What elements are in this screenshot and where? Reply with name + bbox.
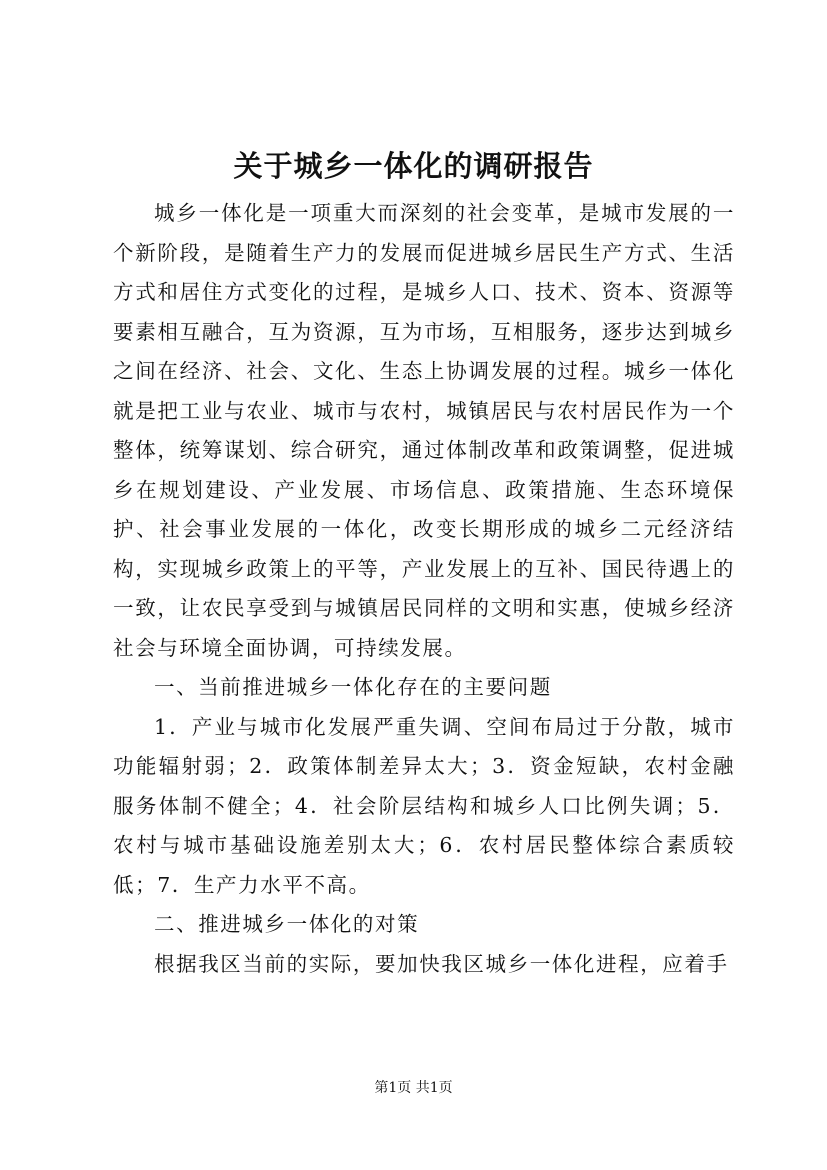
page-number-footer: 第1页 共1页	[374, 1080, 453, 1096]
document-body	[113, 194, 735, 984]
section-heading-problems: 一、当前推进城乡一体化存在的主要问题	[154, 675, 552, 699]
section-heading-countermeasures: 二、推进城乡一体化的对策	[154, 912, 420, 936]
intro-paragraph: 城乡一体化是一项重大而深刻的社会变革，是城市发展的一个新阶段，是随着生产力的发展而促进城乡居民生产方式、生活方式和居住方式变化的过程，是城乡人口、技术、资本、资源等要素相互融合，互为资源，互为市场，互相服务，逐步达到城乡之间在经济、社会、文化、生态上协调发展的过程。城乡一体化就是把工业与农业、城市与农村，城镇居民与农村居民作为一个整体，统筹谋划、综合研究，通过体制改革和政策调整，促进城乡在规划建设、产业发展、市场信息、政策措施、生态环境保护、社会事业发展的一体化，改变长期形成的城乡二元经济结构，实现城乡政策上的平等，产业发展上的互补、国民待遇上的一致，让农民享受到与城镇居民同样的文明和实惠，使城乡经济社会与环境全面协调，可持续发展。	[113, 201, 735, 660]
problems-list-paragraph: 1．产业与城市化发展严重失调、空间布局过于分散，城市功能辐射弱；2．政策体制差异太大；3．资金短缺，农村金融服务体制不健全；4．社会阶层结构和城乡人口比例失调；5．农村与城市基础设施差别太大；6．农村居民整体综合素质较低；7．生产力水平不高。	[113, 714, 735, 897]
countermeasures-paragraph: 根据我区当前的实际，要加快我区城乡一体化进程，应着手	[154, 951, 729, 976]
document-title: 关于城乡一体化的调研报告	[233, 149, 594, 183]
